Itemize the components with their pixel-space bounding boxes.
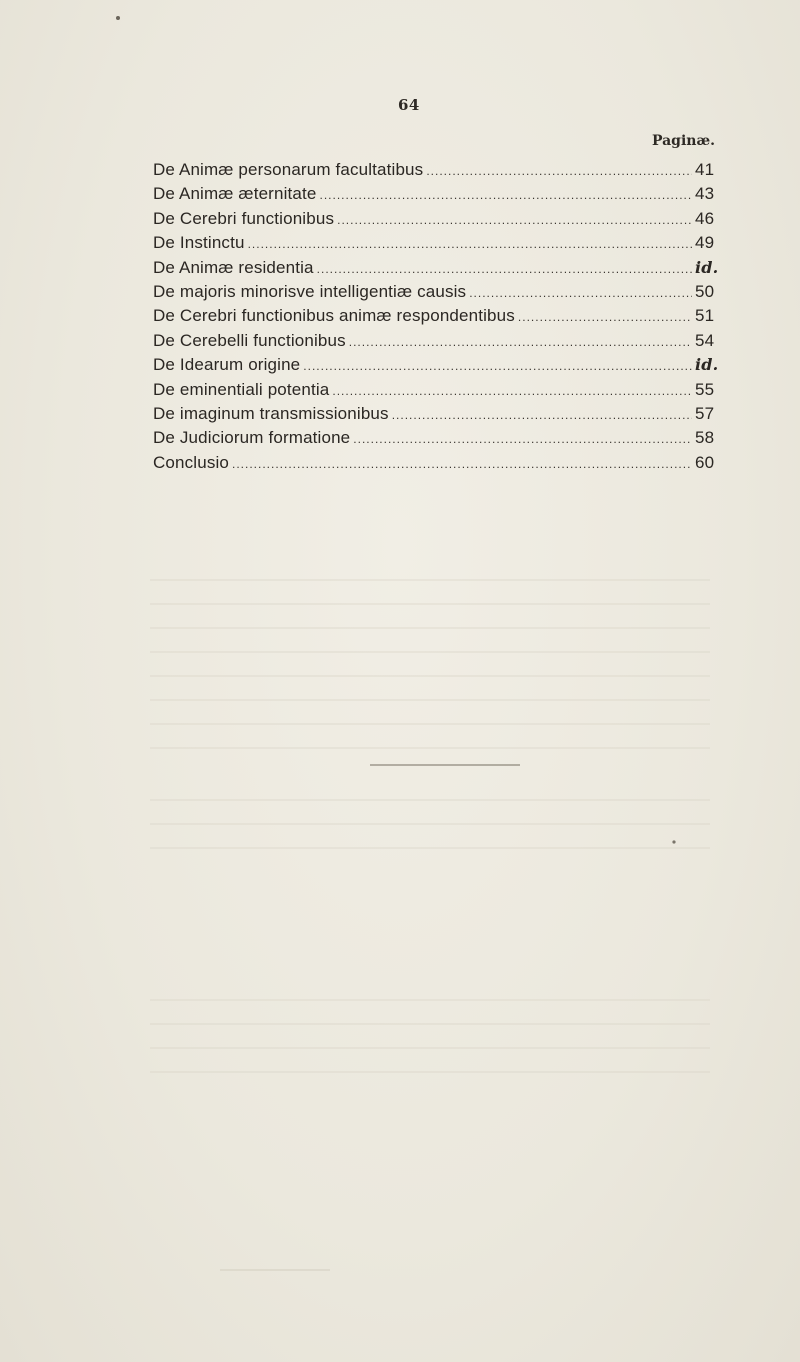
toc-entry xyxy=(153,403,715,428)
page-column-header: Paginæ. xyxy=(651,133,715,149)
toc-entry xyxy=(153,330,715,355)
dot-leader xyxy=(518,310,692,324)
dot-leader xyxy=(248,237,692,251)
toc-entry-page: 51 xyxy=(695,306,715,326)
toc-entry-page: 50 xyxy=(695,281,715,301)
toc-entry xyxy=(153,428,715,452)
dot-leader xyxy=(353,432,692,446)
dot-leader xyxy=(317,262,692,276)
toc-entry-title: De Animæ æternitate xyxy=(153,184,317,204)
toc-entry-title: De Cerebri functionibus xyxy=(153,208,335,228)
toc-entry-title: De eminentiali potentia xyxy=(153,379,330,399)
dot-leader xyxy=(332,384,692,398)
toc-entry xyxy=(153,184,715,208)
toc-entry xyxy=(153,281,715,306)
toc-entry xyxy=(153,452,715,477)
toc-entry-page: id. xyxy=(695,257,719,277)
toc-entry-page: 55 xyxy=(695,379,715,399)
dot-leader xyxy=(426,164,692,178)
toc-entry-page: 41 xyxy=(695,160,715,179)
toc-entry-page: 54 xyxy=(695,330,715,350)
toc-entry-title: De Instinctu xyxy=(153,233,245,253)
toc-entry xyxy=(153,355,719,379)
toc-entry-title: De Animæ residentia xyxy=(153,257,314,277)
toc-entry xyxy=(153,306,715,330)
toc-entry-title: De Animæ personarum facultatibus xyxy=(153,160,424,179)
dot-leader xyxy=(337,213,692,227)
toc-entry xyxy=(153,257,719,282)
dot-leader xyxy=(349,335,692,349)
toc-entry-page: id. xyxy=(695,355,719,375)
toc-entry-page: 49 xyxy=(695,233,715,253)
toc-entry xyxy=(153,379,715,404)
table-of-contents xyxy=(153,160,719,477)
toc-entry-title: De Idearum origine xyxy=(153,355,301,375)
toc-entry-title: De majoris minorisve intelligentiæ causis xyxy=(153,281,467,301)
toc-entry-title: Conclusio xyxy=(153,452,229,472)
dot-leader xyxy=(303,359,692,373)
toc-entry-title: De imaginum transmissionibus xyxy=(153,403,389,423)
toc-entry-title: De Cerebri functionibus animæ respondentibus xyxy=(153,306,515,326)
toc-entry xyxy=(153,160,715,184)
toc-entry-page: 58 xyxy=(695,428,715,448)
toc-entry-title: De Judiciorum formatione xyxy=(153,428,351,448)
toc-entry-page: 46 xyxy=(695,208,715,228)
toc-entry-page: 57 xyxy=(695,403,715,423)
toc-entry xyxy=(153,208,715,233)
page-number: 64 xyxy=(398,96,420,114)
toc-entry-title: De Cerebelli functionibus xyxy=(153,330,346,350)
dot-leader xyxy=(392,408,692,422)
dot-leader xyxy=(232,457,692,471)
dot-leader xyxy=(469,286,692,300)
toc-entry-page: 60 xyxy=(695,452,715,472)
dot-leader xyxy=(319,188,692,202)
toc-entry-page: 43 xyxy=(695,184,715,204)
toc-entry xyxy=(153,233,715,257)
